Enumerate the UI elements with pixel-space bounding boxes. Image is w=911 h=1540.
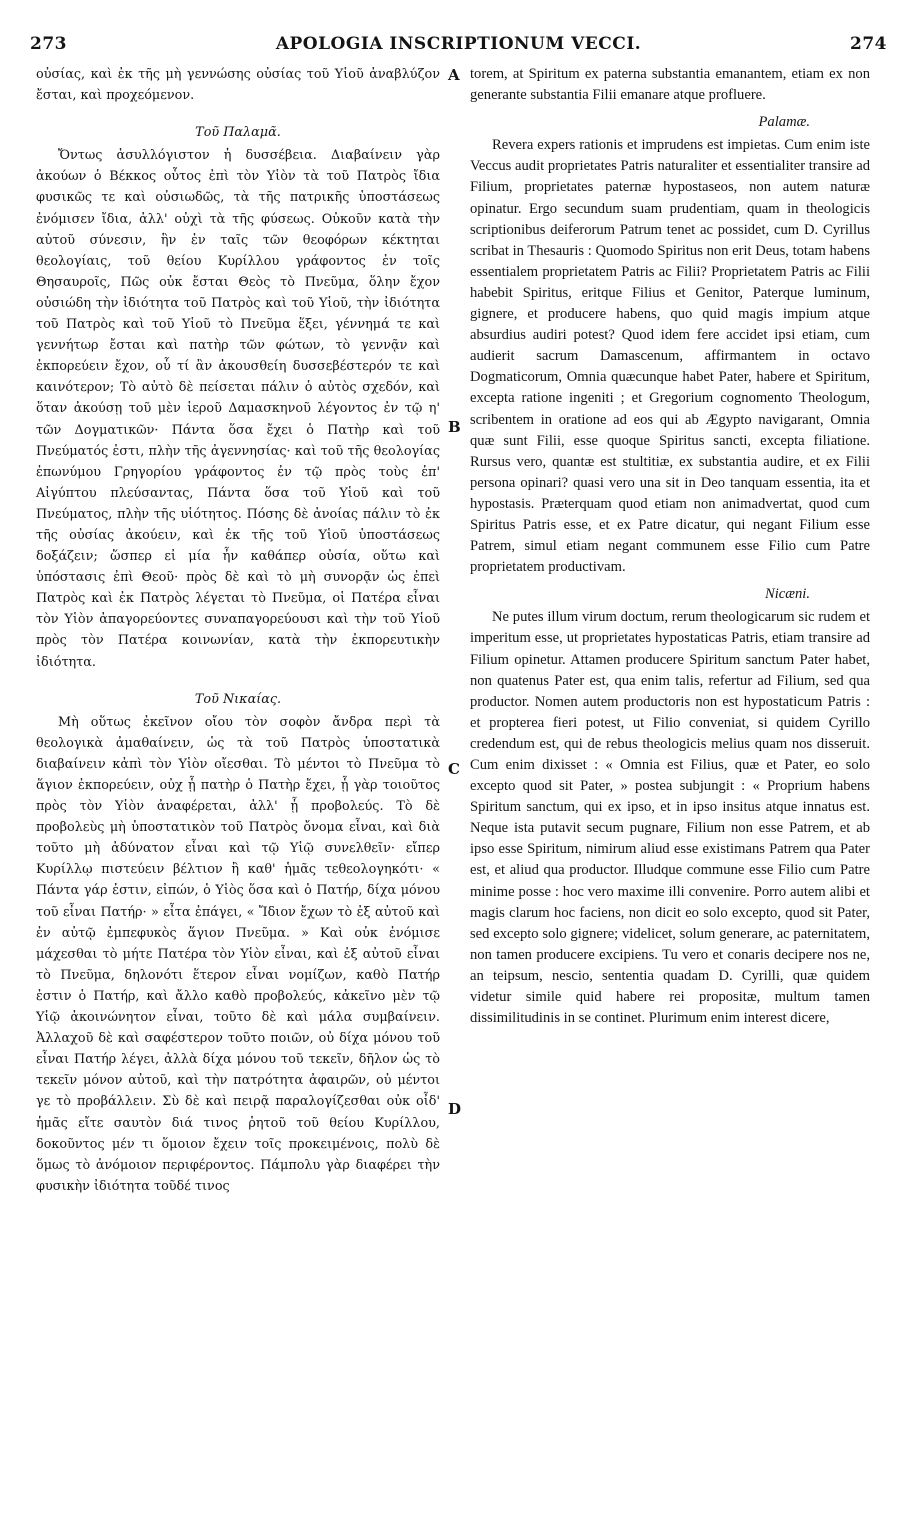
- margin-letter-d: D: [448, 1100, 462, 1118]
- greek-intro: οὐσίας, καὶ ἐκ τῆς μὴ γεννώσης οὐσίας τοῦ Υἱοῦ ἀναβλύζον ἔσται, καὶ προχεόμενον.: [36, 67, 440, 104]
- running-title: APOLOGIA INSCRIPTIONUM VECCI.: [275, 34, 642, 54]
- latin-palamas-heading: Palamæ.: [758, 114, 810, 131]
- latin-nicaeae-heading: Nicæni.: [765, 586, 810, 603]
- latin-column: [470, 64, 870, 1029]
- latin-intro: torem, at Spiritum ex paterna substantia emanantem, etiam ex non generante substantia Filii emanare atque profluere.: [470, 66, 870, 104]
- margin-letter-b: B: [448, 418, 461, 436]
- greek-palamas-text: Ὄντως ἀσυλλόγιστον ἡ δυσσέβεια. Διαβαίνειν γὰρ ἀκούων ὁ Βέκκος οὗτος ἐπὶ τὸν Υἱὸν τὰ τοῦ Πατρὸς ἴδια φυσικῶς τε καὶ οὐσιωδῶς, τὰ τῆς πατρικῆς ὑποστάσεως ἐνόμισεν ἴδια, ἀλλ' οὐχὶ τὰ τῆς φύσεως. Οὐκοῦν κατὰ τὴν αὐτοῦ σύνεσιν, ἣν ἐν ταῖς τῶν θεοφόρων κέκτηται θεολογίαις, τοῦ θείου Κυρίλλου γράφοντος ἐν τοῖς Θησαυροῖς, Πῶς οὐκ ἔσται Θεὸς τὸ Πνεῦμα, ὅλην ἔχον οὐσιώδη τὴν ἰδιότητα τοῦ Πατρὸς καὶ τοῦ Υἱοῦ, τὴν ἰδιότητα τοῦ Πατρὸς καὶ τοῦ Υἱοῦ τὸ Πνεῦμα ἕξει, γέννημά τε καὶ γεννήτωρ ἔσται καὶ πατὴρ τῶν φώτων, τὸ γεννᾷν καὶ ἐκπορεύειν ἔχον, οὗ τί ἂν ἀκουσθείη δυσσεβέστερόν τε καὶ καινότερον; Τὸ αὐτὸ δὲ πείσεται πάλιν ὁ αὐτὸς σχεδόν, καὶ ὅταν ἀκούσῃ τοῦ μὲν ἱεροῦ Δαμασκηνοῦ λέγοντος ἐν τῷ η' τῶν Δογματικῶν· Πάντα ὅσα ἔχει ὁ Πατὴρ καὶ τοῦ Πνεύματός ἐστι, πλὴν τῆς ἀγεννησίας· καὶ τοῦ τῆς θεολογίας ἐπωνύμου Γρηγορίου γράφοντος ἐν τῷ πρὸς τοὺς ἐπ' Αἰγύπτου πλεύσαντας, Πάντα ὅσα τοῦ Υἱοῦ καὶ τοῦ Πνεύματος, πλὴν τῆς υἱότητος. Πόσης δὲ ἀνοίας πάλιν τὸ ἐκ τῆς οὐσίας ἀκούειν, καὶ ἐκ τῆς τοῦ Υἱοῦ ὑποστάσεως δοξάζειν; ὥσπερ εἰ μία ἦν καθάπερ οὐσία, οὕτω καὶ ὑπόστασις ἐπὶ Θεοῦ· πρὸς δὲ καὶ τὸ μὴ συνορᾷν ὡς ἐπεὶ Πατρὸς καὶ ἐκ Πατρὸς λέγεται τὸ Πνεῦμα, οἱ Πατέρα εἶναι τὸν Υἱὸν ἀπαγορεύοντες συναπαγορεύουσι καὶ τὴν τοῦ Υἱοῦ πρὸς τὸν Πατέρα κοινωνίαν, κατὰ τὴν ἐκπορευτικὴν ἰδιότητα.: [36, 148, 440, 670]
- page-number-left: 273: [30, 34, 67, 54]
- greek-column: [36, 64, 440, 1197]
- margin-letter-a: A: [448, 66, 460, 84]
- latin-nicaeae-text: Ne putes illum virum doctum, rerum theologicarum sic rudem et imperitum esse, ut proprietates hypostaticas Patris, etiam transire ad Filium opinetur. Attamen producere Spiritum sanctum Pater habet, non quatenus Pater est, qua enim talis, refertur ad Filium, sed qua productor. Nomen autem productoris non est hypostaticum Patris : et propterea fieri potest, ut Filio conveniat, si quidem Cyrillo credendum est, qui de rebus theologicis melius quam nos disseruit. Cum enim dixisset : « Omnia est Filius, quæ et Pater, eo solo excepto quod sit Pater, » postea subjungit : « Proprium habens Spiritum sanctum, qui ex ipso, et in ipso insitus atque innatus est. Neque ista putavit secum pugnare, Filium non esse Patrem, et ab ipso esse Spiritum, nimirum aliud esse existimans Patrem qua Pater est, et aliud qua productor. Illudque commune esse Filio cum Patre minime posse : hoc vero maxime illi convenire. Porro autem alibi et magis clarum hoc faciens, non dicit eo solo excepto, quod sit Pater, sed excepto solo gignere; videlicet, solum generare, ac paternitatem, non tamen producere excipiens. Tu vero et conaris decipere nos ne, an teipsum, nescio, sententia quadam D. Cyrilli, quæ quidem videtur simile quid habere rei propositæ, multum tamen dissimilitudinis in se continet. Plurimum enim interest dicere,: [470, 609, 870, 1027]
- page-header: [30, 34, 887, 56]
- greek-palamas-heading: Τοῦ Παλαμᾶ.: [195, 125, 281, 141]
- margin-letter-c: C: [448, 760, 460, 778]
- page-number-right: 274: [850, 34, 887, 54]
- latin-palamas-text: Revera expers rationis et imprudens est impietas. Cum enim iste Veccus audit proprietates Patris naturaliter et essentialiter transire ad Filium, proprietates paternæ hypostaseos, non autem naturæ opinatur. Ergo secundum suam prudentiam, quam in theologicis scriptionibus deiferorum Patrum tenet ac possidet, cum D. Cyrillus scribat in Thesauris : Quomodo Spiritus non erit Deus, totam habens essentialem proprietatem Patris ac Filii? Proprietatem Patris ac Filii habebit Spiritus, eritque Filius et Genitor, Paterque luminum, gignere, et producere habens, quo quid magis impium atque absurdius audiri potest? Quod idem fere accidet ipsi etiam, cum audierit sacrum Damascenum, affirmantem in octavo Dogmaticorum, Omnia quæcunque habet Pater, habere et Spiritum, excepta ratione ingeniti ; et Gregorium cognomento Theologum, scribentem in oratione ad eos qui ab Ægypto navigarant, Omnia quæ sunt Filii, esse quoque Spiritus sancti, excepta filiatione. Rursus vero, quantæ est stultitiæ, ex substantia audire, et ex Filii persona opinari? quasi vero una sit in Deo tanquam essentia, ita et hypostasis. Præterquam quod etiam non animadvertat, quod cum Spiritus Patris esse, et ex Patre dicatur, qui negant Filium esse Patrem, simul etiam negant communem esse Filio cum Patre proprietatem productivam.: [470, 137, 870, 576]
- greek-nicaeae-text: Μὴ οὕτως ἐκεῖνον οἴου τὸν σοφὸν ἄνδρα περὶ τὰ θεολογικὰ ἀμαθαίνειν, ὡς τὰ τοῦ Πατρὸς ὑποστατικὰ διαβαίνειν κἀπὶ τὸν Υἱὸν οἴεσθαι. Τὸ μέντοι τὸ Πνεῦμα τὸ ἅγιον ἐκπορεύειν, οὐχ ᾗ πατὴρ ὁ Πατὴρ ἔχει, ᾗ γὰρ τοιοῦτος πρὸς τὸν Υἱὸν ἀναφέρεται, ἀλλ' ᾗ προβολεύς. Τὸ δὲ προβολεὺς μὴ ὑποστατικὸν τοῦ Πατρὸς ὄνομα εἶναι, καὶ διὰ τοῦτο μὴ ἀδύνατον εἶναι καὶ τῷ Υἱῷ συνελθεῖν· εἴπερ Κυρίλλῳ πιστεύειν βέλτιον ἢ καθ' ἡμᾶς τεθεολογηκότι· « Πάντα γάρ ἐστιν, εἰπών, ὁ Υἱὸς ὅσα καὶ ὁ Πατήρ, δίχα μόνου τοῦ εἶναι Πατήρ· » εἶτα ἐπάγει, « Ἴδιον ἔχων τὸ ἐξ αὐτοῦ καὶ ἐν αὐτῷ ἐμπεφυκὸς ἅγιον Πνεῦμα. » Καὶ οὐκ ἐνόμισε μάχεσθαι τὸ μήτε Πατέρα τὸν Υἱὸν εἶναι, καὶ ἐξ αὐτοῦ εἶναι τὸ Πνεῦμα, δηλονότι ἕτερον εἶναι νομίζων, καθὸ Πατήρ ἐστιν ὁ Πατήρ, καὶ ἄλλο καθὸ προβολεύς, κἀκεῖνο μὲν τῷ Υἱῷ ἀκοινώνητον εἶναι, τοῦτο δὲ καὶ μάλα συμβαίνειν. Ἀλλαχοῦ δὲ καὶ σαφέστερον τοῦτο ποιῶν, οὐ δίχα μόνου τοῦ εἶναι Πατήρ λέγει, ἀλλὰ δίχα μόνου τοῦ τεκεῖν, δῆλον ὡς τὸ τεκεῖν μόνον αὐτοῦ, καὶ τὴν πατρότητα ἀφαιρῶν, οὐ μέντοι γε τὸ προβάλλειν. Σὺ δὲ καὶ πειρᾷ παραλογίζεσθαι οὐκ οἶδ' ἡμᾶς εἴτε σαυτὸν διά τινος ῥητοῦ τοῦ θείου Κυρίλλου, δοκοῦντος μέν τι ὅμοιον ἔχειν τοῖς προκειμένοις, πολὺ δὲ ὅμως τὸ ἀνόμοιον περιφέροντος. Πάμπολυ γὰρ διαφέρει τὴν φυσικὴν ἰδιότητα τοῦδέ τινος: [36, 714, 440, 1194]
- greek-nicaeae-heading: Τοῦ Νικαίας.: [194, 691, 282, 707]
